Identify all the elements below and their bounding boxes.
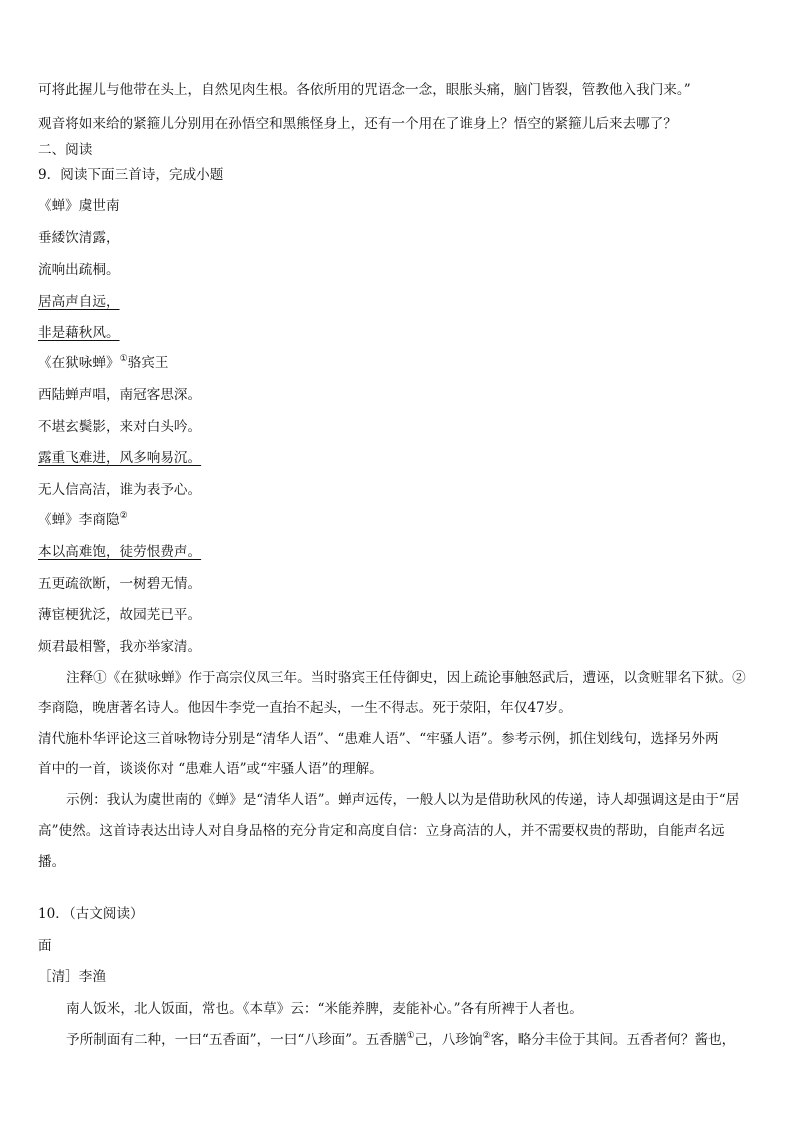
poem2-line2: 不堪玄鬓影，来对白头吟。 bbox=[38, 419, 202, 435]
task-line2: 首中的一首，谈谈你对 “患难人语”或“牢骚人语”的理解。 bbox=[38, 761, 383, 777]
essay-paragraph1: 南人饭米，北人饭面，常也。《本草》云：“米能养脾，麦能补心。”各有所裨于人者也。 bbox=[66, 1001, 583, 1017]
annotation-line2: 李商隐，晚唐著名诗人。他因牛李党一直抬不起头，一生不得志。死于荥阳，年仅47岁。 bbox=[38, 700, 572, 716]
example-line3: 播。 bbox=[38, 854, 66, 870]
poem1-line1: 垂緌饮清露， bbox=[38, 230, 120, 246]
poem2-line3-underlined: 露重飞难进，风多响易沉。 bbox=[38, 450, 202, 466]
footnote-marker: ① bbox=[406, 1031, 415, 1041]
section-heading: 二、阅读 bbox=[38, 142, 93, 158]
poem3-line3: 薄宦梗犹泛，故园芜已平。 bbox=[38, 607, 202, 623]
poem2-title: 《在狱咏蝉》①骆宾王 bbox=[38, 354, 169, 371]
poem1-line3-underlined: 居高声自远， bbox=[38, 294, 120, 310]
example-line1: 示例：我认为虞世南的《蝉》是“清华人语”。蝉声远传，一般人以为是借助秋风的传递，诗人却强调这是由于“居 bbox=[66, 792, 740, 808]
poem1-line2: 流响出疏桐。 bbox=[38, 262, 120, 278]
example-line2: 高”使然。这首诗表达出诗人对自身品格的充分肯定和高度自信：立身高洁的人，并不需要权贵的帮助，自能声名远 bbox=[38, 823, 725, 839]
essay-author: ［清］李渔 bbox=[38, 969, 106, 985]
footnote-marker: ② bbox=[482, 1031, 491, 1041]
text-line: 可将此握儿与他带在头上，自然见肉生根。各依所用的咒语念一念，眼胀头痛，脑门皆裂，管教他入我门来。” bbox=[38, 82, 691, 98]
essay-title: 面 bbox=[38, 938, 52, 954]
poem3-line2: 五更疏欲断，一树碧无情。 bbox=[38, 576, 202, 592]
question-10-heading: 10．（古文阅读） bbox=[38, 906, 144, 922]
task-line1: 清代施朴华评论这三首咏物诗分别是“清华人语”、“患难人语”、“牢骚人语”。参考示例，抓住划线句，选择另外两 bbox=[38, 731, 719, 747]
poem1-line4-underlined: 非是藉秋风。 bbox=[38, 325, 120, 341]
poem2-line1: 西陆蝉声唱，南冠客思深。 bbox=[38, 387, 202, 403]
poem3-line1-underlined: 本以高难饱，徒劳恨费声。 bbox=[38, 544, 202, 560]
question-line: 观音将如来给的紧箍儿分别用在孙悟空和黑熊怪身上，还有一个用在了谁身上？悟空的紧箍儿后来去哪了？ bbox=[38, 116, 677, 132]
footnote-marker: ① bbox=[119, 354, 128, 364]
poem3-title: 《蝉》李商隐② bbox=[38, 511, 128, 528]
question-9-heading: 9．阅读下面三首诗，完成小题 bbox=[38, 167, 224, 183]
essay-paragraph2: 予所制面有二种，一曰“五香面”，一曰“八珍面”。五香膳①己，八珍饷②客，略分丰俭于其间。五香者何？酱也， bbox=[66, 1031, 736, 1048]
poem2-line4: 无人信高洁，谁为表予心。 bbox=[38, 482, 202, 498]
poem3-line4: 烦君最相警，我亦举家清。 bbox=[38, 639, 202, 655]
annotation-line1: 注释①《在狱咏蝉》作于高宗仪凤三年。当时骆宾王任侍御史，因上疏论事触怒武后，遭诬，以贪赃罪名下狱。② bbox=[66, 670, 746, 686]
poem1-title: 《蝉》虞世南 bbox=[38, 198, 120, 214]
footnote-marker: ② bbox=[119, 511, 128, 521]
